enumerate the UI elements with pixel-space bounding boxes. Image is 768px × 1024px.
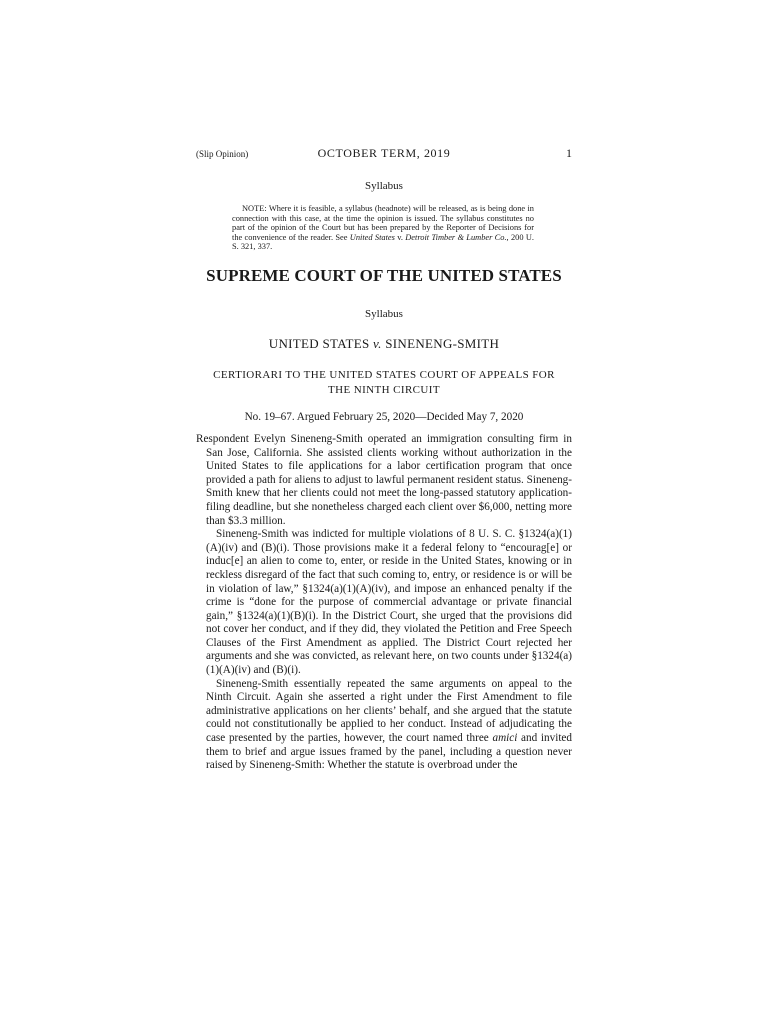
paragraph-3 <box>196 678 572 773</box>
syllabus-running-head: Syllabus <box>365 180 403 192</box>
page-number: 1 <box>566 146 572 160</box>
slip-opinion-label: (Slip Opinion) <box>196 149 249 159</box>
note-text: NOTE: Where it is feasible, a syllabus (headnote) will be released, as is being done in connection with this case, at the time the opinion is issued. The syllabus constitutes no part of the opinion of the Court but has been prepared by the Reporter of Decisions for the convenience of the reader. See <box>232 204 534 242</box>
paragraph-3-amici: amici <box>492 732 518 745</box>
caption-v: v. <box>373 335 382 351</box>
syllabus-heading: Syllabus <box>365 307 403 320</box>
caption-party-2: SINENENG-SMITH <box>381 335 500 351</box>
page-header <box>196 146 572 164</box>
note-case-name: United States <box>349 232 395 242</box>
docket-line: No. 19–67. Argued February 25, 2020—Decided May 7, 2020 <box>244 410 524 423</box>
note-v: v. <box>394 232 406 242</box>
note-cite: , 200 U. S. 321, 337. <box>232 232 534 252</box>
paragraph-2: Sineneng-Smith was indicted for multiple violations of 8 U. S. C. §1324(a)(1)(A)(iv) and (B)(i). Those provisions make it a federal felony to “encourag[e] or induc[e] an alien to come to, enter, or reside in the United States, knowing or in reckless disregard of the fact that such coming to, entry, or residence is or will be in violation of law,” §1324(a)(1)(A)(iv), and impose an enhanced penalty if the crime is “done for the purpose of commercial advantage or private financial gain,” §1324(a)(1)(B)(i). In the District Court, she urged that the provisions did not cover her conduct, and if they did, they violated the Petition and Free Speech Clauses of the First Amendment as applied. The District Court rejected her arguments and she was convicted, as relevant here, on two counts under §1324(a)(1)(A)(iv) and (B)(i). <box>206 528 572 677</box>
term-label: OCTOBER TERM, 2019 <box>317 146 451 160</box>
slip-opinion-page <box>196 146 572 773</box>
note-case-name-2: Detroit Timber & Lumber Co. <box>405 232 507 242</box>
headnote-notice <box>232 204 534 252</box>
court-name: SUPREME COURT OF THE UNITED STATES <box>206 265 562 285</box>
caption-party-1: UNITED STATES <box>268 335 374 351</box>
paragraph-3-text-end: and invited them to brief and argue issues framed by the panel, including a question never raised by Sineneng-Smith: Whether the statute is overbroad under the <box>206 732 572 772</box>
paragraph-3-text: Sineneng-Smith essentially repeated the same arguments on appeal to the Ninth Circuit. Again she asserted a right under the First Amendment to file administrative applications on her clients’ behalf, and she argued that the statute could not constitutionally be applied to her conduct. Instead of adjudicating the case presented by the parties, however, the court named three <box>206 677 572 745</box>
certiorari-line: CERTIORARI TO THE UNITED STATES COURT OF APPEALS FOR THE NINTH CIRCUIT <box>213 368 555 396</box>
syllabus-body <box>196 433 572 773</box>
paragraph-1: Respondent Evelyn Sineneng-Smith operated an immigration consulting firm in San Jose, California. She assisted clients working without authorization in the United States to file applications for a labor certification program that once provided a path for aliens to adjust to lawful permanent resident status. Sineneng-Smith knew that her clients could not meet the long-passed statutory application-filing deadline, but she nonetheless charged each client over $6,000, netting more than $3.3 million. <box>196 432 572 527</box>
case-caption <box>196 336 572 352</box>
